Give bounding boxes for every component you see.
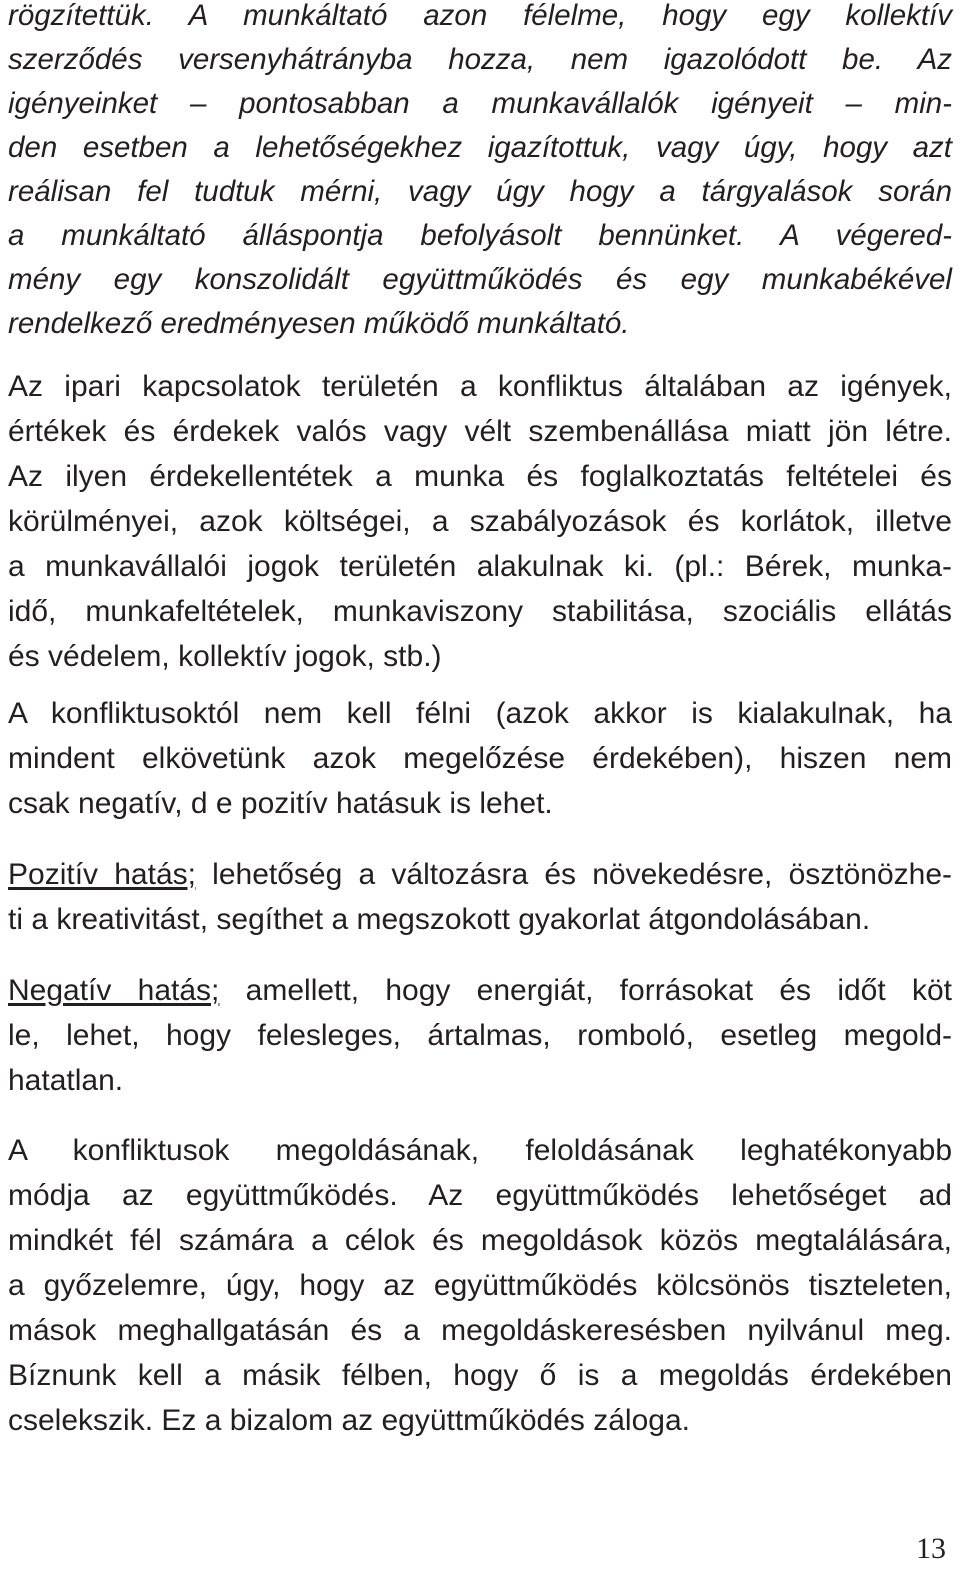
text-line: Az ipari kapcsolatok területén a konfliktus általában az igények,: [8, 370, 952, 403]
text-line: a munkáltató álláspontja befolyásolt bennünket. A végered-: [8, 219, 952, 252]
text-line: den esetben a lehetőségekhez igazítottuk, vagy úgy, hogy azt: [8, 131, 952, 164]
conflict-paragraph: [8, 691, 952, 826]
page-number: 13: [916, 1532, 946, 1565]
text-line: hatatlan.: [8, 1064, 124, 1097]
text-line: mény egy konszolidált együttműködés és egy munkabékével: [8, 263, 952, 296]
positive-effect-label: Pozitív hatás;: [8, 858, 196, 891]
text-line: a győzelemre, úgy, hogy az együttműködés kölcsönös tiszteleten,: [8, 1269, 952, 1302]
text-line: a munkavállalói jogok területén alakulnak ki. (pl.: Bérek, munka-: [8, 550, 952, 583]
text-line: A konfliktusok megoldásának, feloldásának leghatékonyabb: [8, 1134, 952, 1167]
text-line: igényeinket – pontosabban a munkavállalók igényeit – min-: [8, 87, 952, 120]
text-line: értékek és érdekek valós vagy vélt szembenállása miatt jön létre.: [8, 415, 952, 448]
text-line: le, lehet, hogy felesleges, ártalmas, romboló, esetleg megold-: [8, 1019, 952, 1052]
text-line: A konfliktusoktól nem kell félni (azok akkor is kialakulnak, ha: [8, 697, 952, 730]
text-fragment: lehetőség a változásra és növekedésre, ösztönözhe-: [195, 858, 952, 891]
text-line: cselekszik. Ez a bizalom az együttműködés záloga.: [8, 1404, 690, 1437]
text-line: körülményei, azok költségei, a szabályozások és korlátok, illetve: [8, 505, 952, 538]
text-line: rendelkező eredményesen működő munkáltató.: [8, 307, 630, 340]
industrial-relations-paragraph: [8, 364, 952, 679]
positive-effect-paragraph: [8, 852, 952, 942]
text-line: reálisan fel tudtuk mérni, vagy úgy hogy a tárgyalások során: [8, 175, 952, 208]
negative-effect-paragraph: [8, 968, 952, 1103]
text-fragment: amellett, hogy energiát, forrásokat és időt köt: [219, 974, 952, 1007]
text-line: szerződés versenyhátrányba hozza, nem igazolódott be. Az: [8, 43, 952, 76]
text-line: [8, 852, 952, 897]
text-line: Bíznunk kell a másik félben, hogy ő is a megoldás érdekében: [8, 1359, 952, 1392]
text-line: módja az együttműködés. Az együttműködés lehetőséget ad: [8, 1179, 952, 1212]
italic-paragraph: [8, 0, 952, 346]
text-line: rögzítettük. A munkáltató azon félelme, hogy egy kollektív: [8, 0, 952, 32]
text-line: [8, 968, 952, 1013]
negative-effect-label: Negatív hatás;: [8, 974, 220, 1007]
text-line: mindent elkövetünk azok megelőzése érdekében), hiszen nem: [8, 742, 952, 775]
text-line: ti a kreativitást, segíthet a megszokott gyakorlat átgondolásában.: [8, 903, 871, 936]
text-line: Az ilyen érdekellentétek a munka és foglalkoztatás feltételei és: [8, 460, 952, 493]
text-line: csak negatív, d e pozitív hatásuk is lehet.: [8, 787, 553, 820]
text-line: és védelem, kollektív jogok, stb.): [8, 640, 442, 673]
text-line: mindkét fél számára a célok és megoldások közös megtalálására,: [8, 1224, 952, 1257]
resolution-paragraph: [8, 1128, 952, 1443]
text-line: idő, munkafeltételek, munkaviszony stabilitása, szociális ellátás: [8, 595, 952, 628]
text-line: mások meghallgatásán és a megoldáskeresésben nyilvánul meg.: [8, 1314, 952, 1347]
